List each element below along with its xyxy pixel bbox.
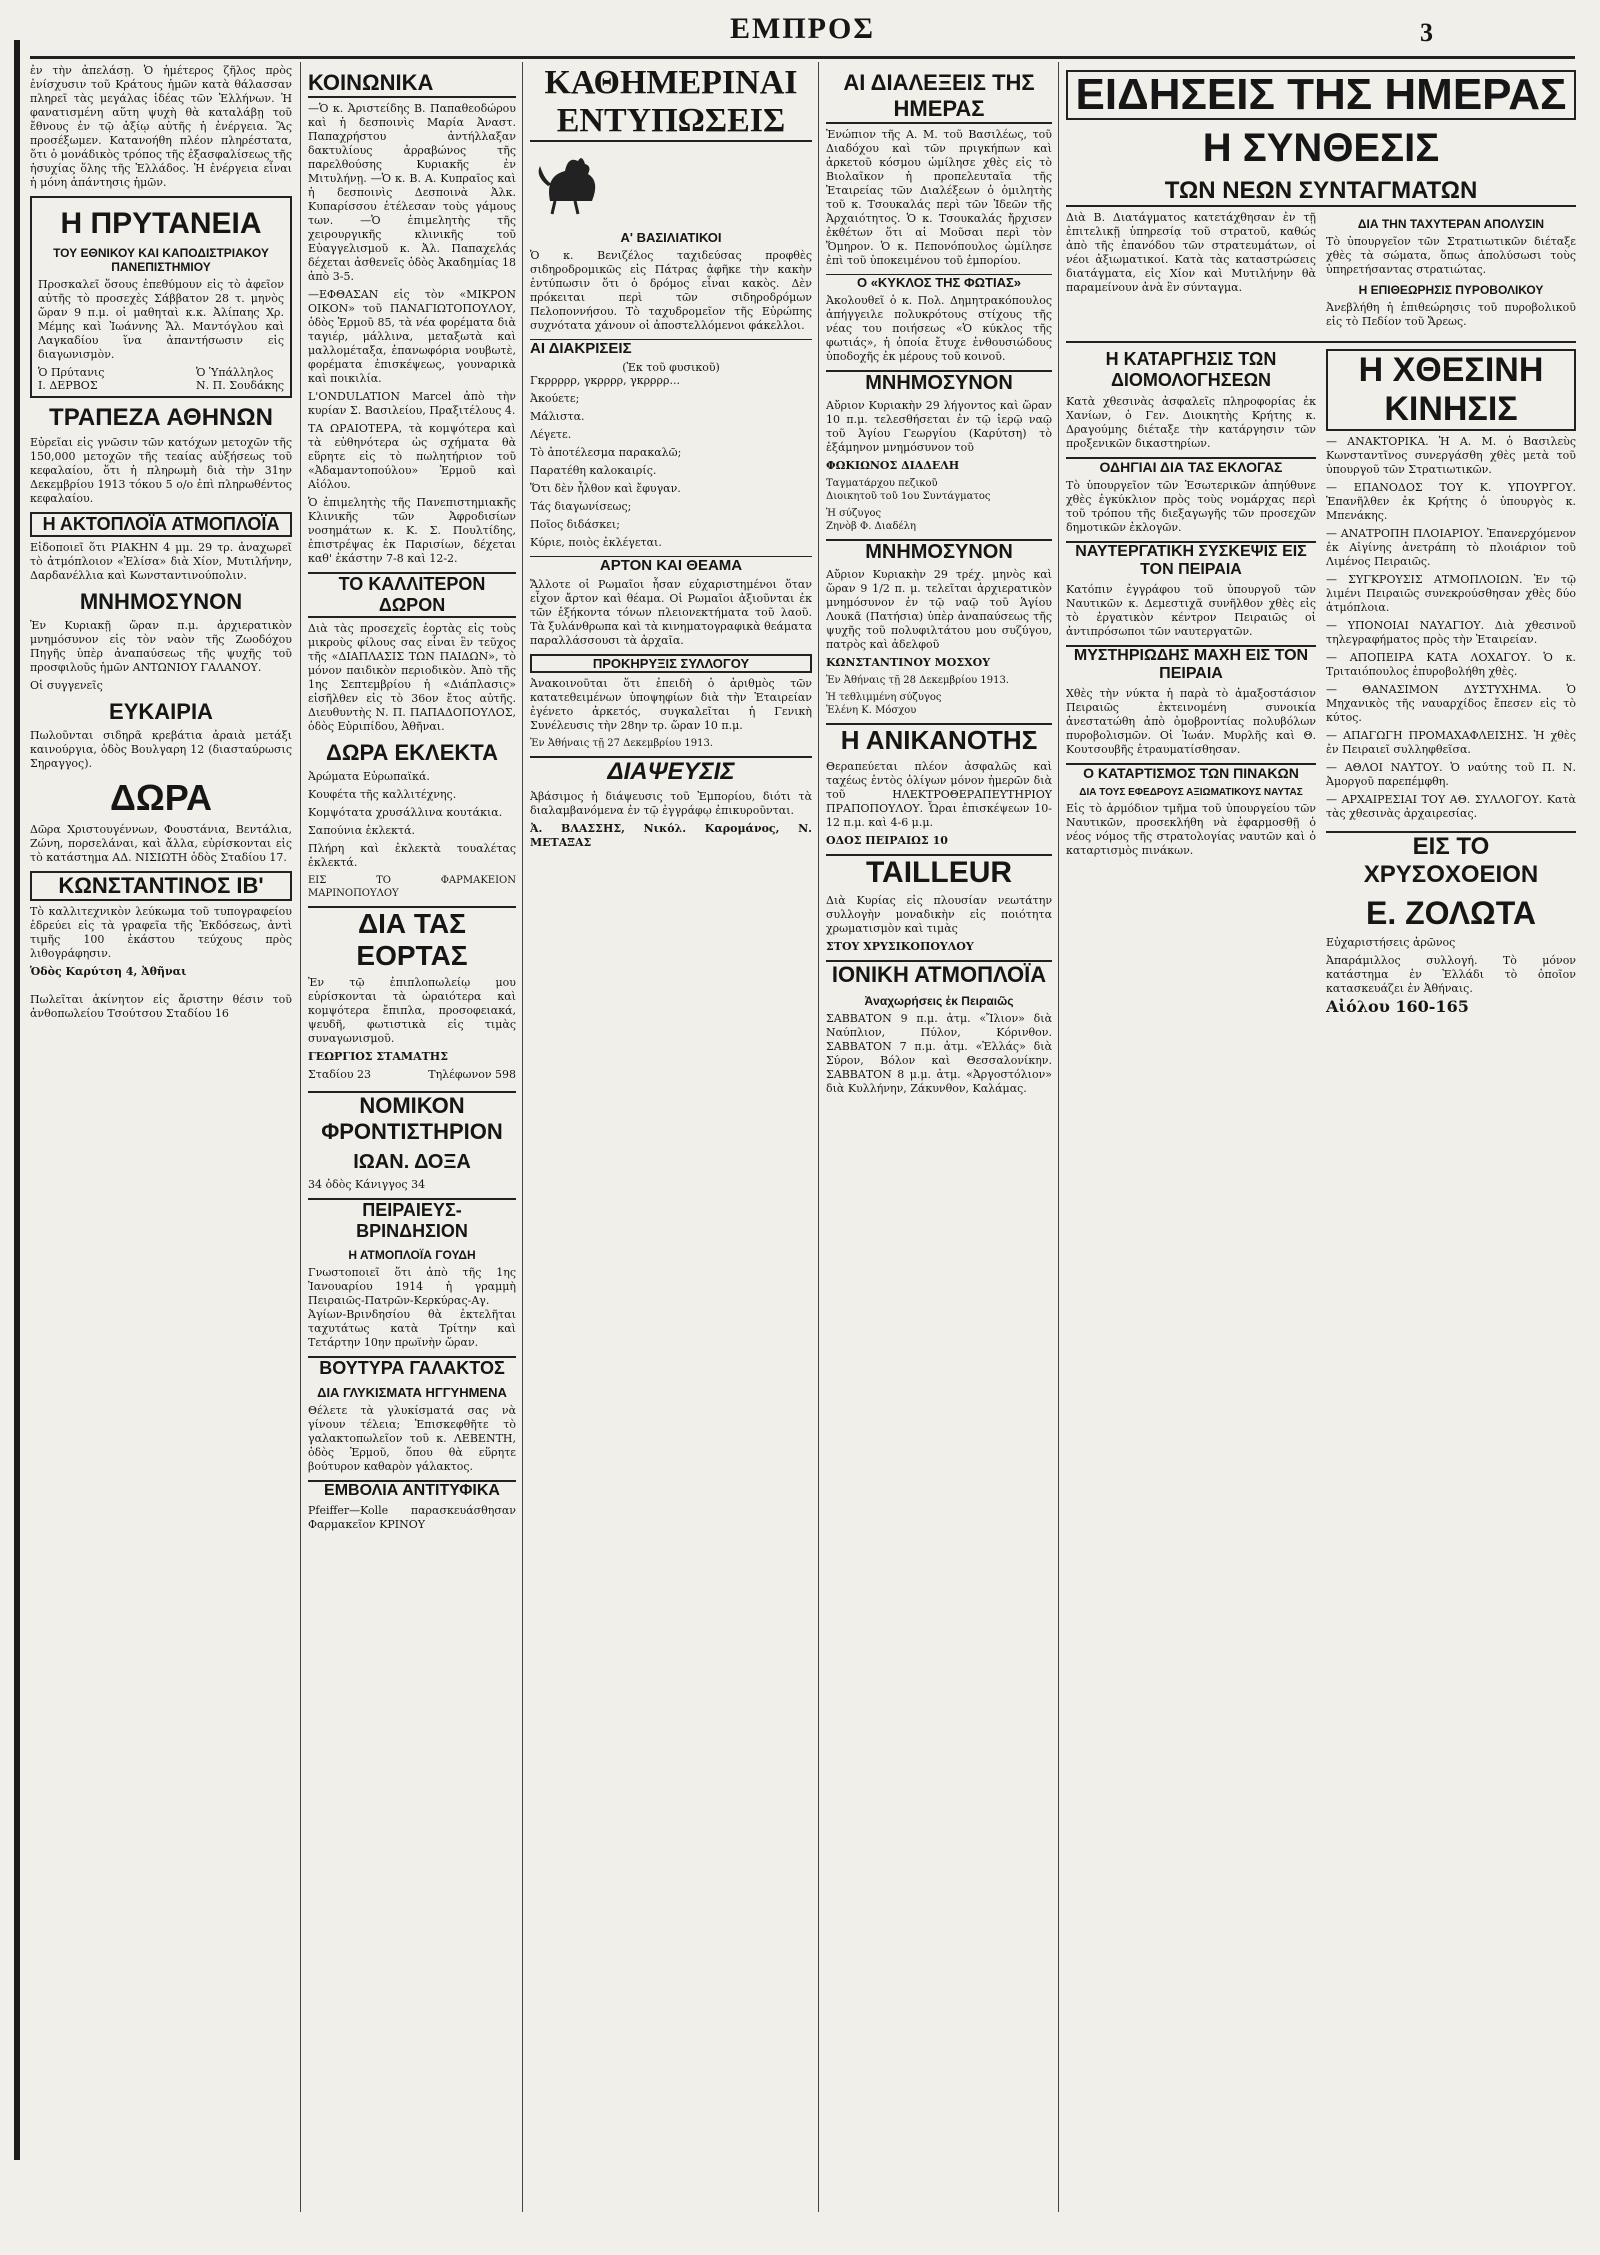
butter-subtitle: ΔΙΑ ΓΛΥΚΙΣΜΑΤΑ ΗΓΓΥΗΜΕΝΑ	[317, 1385, 507, 1400]
memorial-2-name: ΚΩΝΣΤΑΝΤΙΝΟΥ ΜΟΣΧΟΥ	[826, 656, 991, 669]
clinic-notice: Ὁ ἐπιμελητὴς τῆς Πανεπιστημιακῆς Κλινικῆς τῶν Ἀφροδισίων νοσημάτων κ. Κ. Σ. Πουλτίδης, ἐπιστρέψας ἐκ Παρισίων, δέχεται καθ' ἑκάστην 7-8 καὶ 12-2.	[308, 496, 516, 565]
yesterday-title: Η ΧΘΕΣΙΝΗ ΚΙΝΗΣΙΣ	[1326, 349, 1576, 431]
butter-title: ΒΟΥΤΥΡΑ ΓΑΛΑΚΤΟΣ	[308, 1356, 516, 1379]
konstantinos-body: Τὸ καλλιτεχνικὸν λεύκωμα τοῦ τυπογραφείου ἑδρεύει εἰς τὰ γραφεῖα τῆς Ἐκδόσεως, ἀντὶ τιμῆς 100 ἑκάστου τεύχους πρὸς λιθογράφησιν.	[30, 905, 292, 960]
column-2	[308, 64, 516, 2204]
artillery-body: Ἀνεβλήθη ἡ ἐπιθεώρησις τοῦ πυροβολικοῦ εἰς τὸ Πεδίον τοῦ Ἄρεως.	[1326, 301, 1576, 328]
naval-title: ΝΑΥΤΕΡΓΑΤΙΚΗ ΣΥΣΚΕΨΙΣ ΕΙΣ ΤΟΝ ΠΕΙΡΑΙΑ	[1066, 541, 1316, 579]
rector-signature: Ὁ Πρύτανις Ι. ΔΕΡΒΟΣ	[38, 366, 105, 392]
steamer-body: Εἰδοποιεῖ ὅτι ΡΙΑΚΗΝ 4 μμ. 29 τρ. ἀναχωρεῖ τὸ ἀτμόπλοιον «Ἐλίσα» διὰ Χίον, Μυτιλήνην, Δαρδανέλλια καὶ Κωνσταντινούπολιν.	[30, 541, 292, 582]
vaccine-title: ΕΜΒΟΛΙΑ ΑΝΤΙΤΥΦΙΚΑ	[308, 1480, 516, 1500]
ionian-subtitle: Ἀναχωρήσεις ἐκ Πειραιῶς	[864, 994, 1014, 1008]
distinctions-subtitle: (Ἐκ τοῦ φυσικοῦ)	[622, 361, 720, 374]
news-item: — ΘΑΝΑΣΙΜΟΝ ΔΥΣΤΥΧΗΜΑ. Ὁ Μηχανικὸς τῆς ναυαρχίδος ἔπεσεν εἰς τὸ κύτος.	[1326, 683, 1576, 724]
announcement-date: Ἐν Ἀθήναις τῇ 27 Δεκεμβρίου 1913.	[530, 738, 713, 749]
footer-notice: Πωλεῖται ἀκίνητον εἰς ἄριστην θέσιν τοῦ ἀνθοπωλείου Τσούτσου Σταδίου 16	[30, 993, 292, 1020]
tables-body: Εἰς τὸ ἁρμόδιον τμῆμα τοῦ ὑπουργείου τῶν Ναυτικῶν, προσεκλήθη νὰ ἐφαρμοσθῇ ὁ νέος νόμος τῆς στρατολογίας ναυτῶν καὶ ὁ καταρτισμὸς πινάκων.	[1066, 802, 1316, 857]
bread-and-spectacle-title: ΑΡΤΟΝ ΚΑΙ ΘΕΑΜΑ	[530, 556, 812, 574]
lectures-body: Ἐνώπιον τῆς Α. Μ. τοῦ Βασιλέως, τοῦ Διαδόχου καὶ τῶν πριγκήπων καὶ ἀρκετοῦ κόσμου ὡμίλησε χθὲς εἰς τὸ Βιολαῖκον ἡ προπελευταῖα τῆς Ἑταιρείας τῶν Διαλέξεων ὁ ὁμιλητὴς τοῦ κ. Τσουκαλάς περὶ τῶν Ἰδεῶν τῆς Ἀρχαιότητος. Ὁ κ. Τσουκαλάς ἤρχισεν ἐκθέτων ὅτι αἱ Μοῦσαι περὶ τὸν Ὅμηρον. Ὁ κ. Πεπονόπουλος ὡμίλησε ἐπὶ τοῦ ὑποκειμένου τοῦ ἐμπορίου.	[826, 128, 1052, 267]
synthesis-body: Διὰ Β. Διατάγματος κατετάχθησαν ἐν τῇ ἐπιτελικῇ ὑπηρεσίᾳ τοῦ στρατοῦ, καθώς ἀπὸ τῆς ἐπανόδου τῶν στρατευμάτων, οἱ νέοι ἀξιωματικοί. Κατὰ τὰς καταστρώσεις διατάγματα, εἰς Χίον καὶ Μυτιλήνην θὰ παραμείνουν ἀνὰ ἓν σύνταγμα.	[1066, 211, 1316, 294]
column-divider	[1058, 62, 1059, 2212]
law-name: ΙΩΑΝ. ΔΟΞΑ	[353, 1151, 471, 1173]
column-3	[530, 64, 812, 2204]
memorial-1-role: Ταγματάρχου πεζικοῦ Διοικητοῦ τοῦ 1ου Συντάγματος	[826, 478, 991, 502]
dialogue-line: Μάλιστα.	[530, 410, 585, 423]
synthesis-subtitle: ΤΩΝ ΝΕΩΝ ΣΥΝΤΑΓΜΑΤΩΝ	[1066, 177, 1576, 207]
news-item: — ΑΝΑΚΤΟΡΙΚΑ. Ἡ Α. Μ. ὁ Βασιλεὺς Κωνσταντῖνος συνεργάσθη χθὲς μετὰ τοῦ ὑπουργοῦ τῶν Στρατιωτικῶν.	[1326, 435, 1576, 476]
news-title: ΕΙΔΗΣΕΙΣ ΤΗΣ ΗΜΕΡΑΣ	[1066, 70, 1576, 120]
dialogue-line: Τάς διαγωνίσεως;	[530, 500, 632, 513]
holidays-telephone: Τηλέφωνον 598	[428, 1068, 516, 1081]
artillery-title: Η ΕΠΙΘΕΩΡΗΣΙΣ ΠΥΡΟΒΟΛΙΚΟΥ	[1358, 283, 1544, 297]
gifts-title: ΔΩΡΑ	[109, 777, 213, 818]
column-divider	[818, 62, 819, 2212]
binding-edge	[14, 40, 20, 2160]
steamer-title: Η ΑΚΤΟΠΛΟΪΑ ΑΤΜΟΠΛΟΪΑ	[30, 512, 292, 537]
jeweler-body: Ἀπαράμιλλος συλλογή. Τὸ μόνον κατάστημα ἐν Ἑλλάδι τὸ ὁποῖον κατασκευάζει ἐν Ἀθήναις.	[1326, 954, 1576, 995]
dialogue-list	[530, 374, 812, 550]
bank-title: ΤΡΑΠΕΖΑ ΑΘΗΝΩΝ	[49, 404, 273, 431]
memorial-2-signature: Ἡ τεθλιμμένη σύζυγος Ἐλένη Κ. Μόσχου	[826, 692, 942, 716]
select-gifts-list	[308, 770, 516, 870]
holidays-address: Σταδίου 23	[308, 1068, 372, 1081]
yesterday-list	[1326, 435, 1576, 821]
column-divider	[522, 62, 523, 2212]
best-gift-body: Διὰ τὰς προσεχεῖς ἑορτὰς εἰς τοὺς μικροὺς φίλους σας εἶναι ἓν τεῦχος τῆς «ΔΙΑΠΛΑΣΙΣ ΤΩΝ ΠΑΙΔΩΝ», τὸ μόνον παιδικὸν περιοδικὸν. Ἀπὸ τῆς 1ης Σεπτεμβρίου ἡ «Διάπλασις» εἰσῆλθεν εἰς τὸ 36ον ἔτος αὐτῆς. Διευθυντὴς Ν. Π. ΠΑΠΑΔΟΠΟΥΛΟΣ, ὁδὸς Εὐριπίδου, Ἀθῆναι.	[308, 622, 516, 733]
ionian-title: ΙΟΝΙΚΗ ΑΤΜΟΠΛΟΪΑ	[826, 960, 1052, 988]
article-title: Α' ΒΑΣΙΛΙΑΤΙΚΟΙ	[620, 230, 722, 245]
memorial-title: ΜΝΗΜΟΣΥΝΟΝ	[79, 589, 243, 614]
discharge-body: Τὸ ὑπουργεῖον τῶν Στρατιωτικῶν διέταξε χθὲς τὰ σώματα, ὅπως ἀπολύσωσι τοὺς ὑπηρετήσαντας στρατιώτας.	[1326, 235, 1576, 276]
law-address: 34 ὁδὸς Κάνιγγος 34	[308, 1178, 426, 1191]
holidays-body: Ἐν τῷ ἐπιπλοπωλείῳ μου εὑρίσκονται τὰ ὡραιότερα καὶ κομψότερα ἔπιπλα, προσοφειακά, ψευδῆ, φωτιστικὰ εἰς τιμὰς συναγωνισμοῦ.	[308, 976, 516, 1045]
dialogue-line: Λέγετε.	[530, 428, 572, 441]
ferry-title: ΠΕΙΡΑΙΕΥΣ-ΒΡΙΝΔΗΣΙΟΝ	[308, 1198, 516, 1242]
bank-body: Εὐρεῖαι εἰς γνῶσιν τῶν κατόχων μετοχῶν τῆς 150,000 μετοχῶν τῆς τεαίας αὐξήσεως τοῦ κεφαλαίου, ὅτι ἡ πληρωμὴ διὰ τὴν 31ην Δεκεμβρίου 1913 τόκου 5 ο/ο ἐπὶ πληρωθέντος κεφαλαίου.	[30, 436, 292, 505]
dialogue-line: Κύριε, ποιὸς ἐκλέγεται.	[530, 536, 662, 549]
jeweler-subtitle: Εὐχαριστήσεις ἀρῶνος	[1326, 936, 1456, 949]
jeweler-name: Ε. ΖΟΛΩΤΑ	[1366, 895, 1536, 931]
news-item: — ΑΠΟΠΕΙΡΑ ΚΑΤΑ ΛΟΧΑΓΟΥ. Ὁ κ. Τριταιόπουλος ἐπυροβολήθη χθὲς.	[1326, 651, 1576, 678]
ionian-body: ΣΑΒΒΑΤΟΝ 9 π.μ. ἀτμ. «Ἴλιον» διὰ Ναύπλιον, Πύλον, Κόρινθον. ΣΑΒΒΑΤΟΝ 7 π.μ. ἀτμ. «Ἑλλάς» διὰ Σύρον, Βόλον καὶ Θεσσαλονίκην. ΣΑΒΒΑΤΟΝ 8 μ.μ. ἀτμ. «Ἀργοστόλιον» διὰ Κυλλήνην, Ζάκυνθον, Καλάμας.	[826, 1012, 1052, 1095]
naval-body: Κατόπιν ἐγγράφου τοῦ ὑπουργοῦ τῶν Ναυτικῶν κ. Δεμεστιχᾶ συνῆλθον χθὲς εἰς τὸ ἐργατικὸν κέντρον Πειραιῶς οἱ ἀντιπρόσωποι τῶν ναυτεργατῶν.	[1066, 583, 1316, 638]
social-title: ΚΟΙΝΩΝΙΚΑ	[308, 70, 516, 98]
memorial-signature: Οἱ συγγενεῖς	[30, 679, 103, 692]
law-title: ΝΟΜΙΚΟΝ ΦΡΟΝΤΙΣΤΗΡΙΟΝ	[308, 1091, 516, 1145]
memorial-1-body: Αὔριον Κυριακὴν 29 λήγοντος καὶ ὥραν 10 π.μ. τελεσθήσεται ἐν τῷ ἱερῷ ναῷ τοῦ Ἁγίου Γεωργίου (Καρύτση) τὸ ἑξάμηνον μνημόσυνον τοῦ	[826, 399, 1052, 454]
ferry-body: Γνωστοποιεῖ ὅτι ἀπὸ τῆς 1ης Ἰανουαρίου 1914 ἡ γραμμὴ Πειραιῶς-Πατρῶν-Κερκύρας-Αγ. Ἀγίων-Βρινδησίου θὰ ἐκτελῆται ταχυτάτως κατὰ Τρίτην καὶ Τετάρτην 10ην πρωϊνὴν ὥραν.	[308, 1266, 516, 1349]
butter-body: Θέλετε τὰ γλυκίσματά σας νὰ γίνουν τέλεια; Ἐπισκεφθῆτε τὸ γαλακτοπωλεῖον τοῦ κ. ΛΕΒΕΝΤΗ, ὁδὸς Ἐρμοῦ, ὅπου θὰ εὕρητε βούτυρον καθαρὸν γάλακτος.	[308, 1404, 516, 1473]
select-gifts-title: ΔΩΡΑ ΕΚΛΕΚΤΑ	[326, 740, 498, 765]
mystery-battle-body: Χθὲς τὴν νύκτα ἡ παρὰ τὸ ἀμαξοστάσιον Πειραιῶς ἐκτεινομένη συνοικία ἀνεστατώθη ἀπὸ ὁμοβροντίας πολυβόλων πυροβολισμῶν. Οἱ Ἰωάν. Μυρλῆς καὶ Θ. Κουτσουβῆς ἐτραυματίσθησαν.	[1066, 687, 1316, 756]
incapacity-title: Η ΑΝΙΚΑΝΟΤΗΣ	[826, 723, 1052, 756]
vaccine-body: Pfeiffer—Kolle παρασκευάσθησαν Φαρμακεῖον ΚΡΙΝΟΥ	[308, 1504, 516, 1531]
top-rule	[30, 56, 1575, 59]
finest-notice: ΤΑ ΩΡΑΙΟΤΕΡΑ, τὰ κομψότερα καὶ τὰ εὐθηνότερα ὡς σχήματα θὰ εὕρητε εἰς τὸ πωλητήριον τοῦ «Ἀδαμαντοπούλου» Ἑρμοῦ καὶ Αἰόλου.	[308, 422, 516, 491]
clerk-signature: Ὁ Ὑπάλληλος Ν. Π. Σουδάκης	[196, 366, 284, 392]
fire-circle-title: Ο «ΚΥΚΛΟΣ ΤΗΣ ΦΩΤΙΑΣ»	[826, 274, 1052, 290]
synthesis-title: Η ΣΥΝΘΕΣΙΣ	[1202, 126, 1440, 170]
university-subtitle: ΤΟΥ ΕΘΝΙΚΟΥ ΚΑΙ ΚΑΠΟΔΙΣΤΡΙΑΚΟΥ ΠΑΝΕΠΙΣΤΗΜΙΟΥ	[53, 246, 269, 274]
masthead	[0, 0, 1600, 60]
opportunity-body: Πωλοῦνται σιδηρᾶ κρεβάτια ἀραιὰ μετάξι καινούργια, ὁδὸς Βουλγαρη 12 (διασταύρωσις Σηραγγος).	[30, 729, 292, 770]
news-item: — ΑΡΧΑΙΡΕΣΙΑΙ ΤΟΥ ΑΘ. ΣΥΛΛΟΓΟΥ. Κατὰ τὰς χθεσινὰς ἀρχαιρεσίας.	[1326, 793, 1576, 820]
holidays-title: ΔΙΑ ΤΑΣ ΕΟΡΤΑΣ	[308, 906, 516, 972]
social-body: —Ὁ κ. Ἀριστείδης Β. Παπαθεοδώρου καὶ ἡ δεσποινὶς Μαρία Ἀναστ. Παπαχρήστου ἀντήλλαξαν δακτυλίους ἀρραβώνος τῆς παρελθούσης Κυριακῆς ἐν Μιτυλήνῃ. —Ὁ κ. Β. Α. Κυπραῖος καὶ ἡ δεσποινὶς Δεσποινὰ Ἀλκ. Κυπαρίσσου ἐτέλεσαν τοὺς γάμους των. —Ὁ ἐπιμελητὴς τῆς χειρουργικῆς κλινικῆς τοῦ Εὐαγγελισμοῦ κ. Ἀλ. Παπαχελάς δέχεται ἀσθενεῖς ὁδὸς Ἀκαδημίας 18 ἀπὸ 3-5.	[308, 102, 516, 283]
news-item: — ΕΠΑΝΟΔΟΣ ΤΟΥ Κ. ΥΠΟΥΡΓΟΥ. Ἐπανῆλθεν ἐκ Κρήτης ὁ ὑπουργὸς κ. Μπενάκης.	[1326, 481, 1576, 522]
daily-impressions-title: ΚΑΘΗΜΕΡΙΝΑΙ ΕΝΤΥΠΩΣΕΙΣ	[530, 64, 812, 142]
tailleur-body: Διὰ Κυρίας εἰς πλουσίαν νεωτάτην συλλογὴν μοναδικὴν εἰς ποιότητα χρωματισμὸν καὶ τιμὰς	[826, 894, 1052, 935]
tables-subtitle: ΔΙΑ ΤΟΥΣ ΕΦΕΔΡΟΥΣ ΑΞΙΩΜΑΤΙΚΟΥΣ ΝΑΥΤΑΣ	[1079, 787, 1303, 798]
news-item: — ΑΘΛΟΙ ΝΑΥΤΟΥ. Ὁ ναύτης τοῦ Π. Ν. Ἀμοργοῦ παρεπέμφθη.	[1326, 761, 1576, 788]
rooster-icon	[530, 146, 610, 216]
best-gift-title: ΤΟ ΚΑΛΛΙΤΕΡΟΝ ΔΩΡΟΝ	[308, 572, 516, 618]
gift-item: Κομψότατα χρυσάλλινα κουτάκια.	[308, 806, 503, 819]
news-item: — ΣΥΓΚΡΟΥΣΙΣ ΑΤΜΟΠΛΟΙΩΝ. Ἐν τῷ λιμένι Πειραιῶς συνεκρούσθησαν χθὲς δύο ἀτμόπλοια.	[1326, 573, 1576, 614]
news-item: — ΑΝΑΤΡΟΠΗ ΠΛΟΙΑΡΙΟΥ. Ἐπανερχόμενον ἐκ Αἰγίνης ἀνετράπη τὸ πλοιάριον τοῦ Λιμένος Πειραιῶς.	[1326, 527, 1576, 568]
bread-and-spectacle-body: Ἄλλοτε οἱ Ρωμαῖοι ἦσαν εὐχαριστημένοι ὅταν εἶχον ἄρτον καὶ θέαμα. Οἱ Ρωμαῖοι ἀξιοῦνται ἐκ τῶν ἑξήκοντα τόνων πλειονεκτήματα τοῦ λαοῦ. Τὰ ξυλάνθρωπα καὶ τὰ κινηματογραφικὰ θεάματα παραλλάσσουσι τὰ ἀρχαῖα.	[530, 578, 812, 647]
column-1	[30, 64, 292, 2204]
incapacity-address: ΟΔΟΣ ΠΕΙΡΑΙΩΣ 10	[826, 834, 948, 847]
memorial-2-body: Αὔριον Κυριακὴν 29 τρέχ. μηνὸς καὶ ὥραν 9 1/2 π. μ. τελεῖται ἀρχιερατικὸν μνημόσυνον ἐν τῷ ναῷ τοῦ Ἁγίου Λουκᾶ (Πατήσια) ὑπὲρ ἀναπαύσεως τῆς ψυχῆς τοῦ πολυφιλτάτου μου συζύγου, πατρὸς καὶ ἀδελφοῦ	[826, 568, 1052, 651]
jeweler-title: ΕΙΣ ΤΟ ΧΡΥΣΟΧΟΕΙΟΝ	[1326, 831, 1576, 889]
tables-title: Ο ΚΑΤΑΡΤΙΣΜΟΣ ΤΩΝ ΠΙΝΑΚΩΝ	[1066, 763, 1316, 781]
announcement-body: Ἀνακοινοῦται ὅτι ἐπειδὴ ὁ ἀριθμὸς τῶν κατατεθειμένων ὑποψηφίων διὰ τὴν Ἑταιρείαν ἐγένετο ἀρκετός, συγκαλεῖται ἡ Γενικὴ Συνέλευσις τὴν 28ην τρ. ὥραν 10 π.μ.	[530, 677, 812, 732]
distinctions-title: ΑΙ ΔΙΑΚΡΙΣΕΙΣ	[530, 339, 812, 357]
memorial-body: Ἐν Κυριακῇ ὥραν π.μ. ἀρχιερατικὸν μνημόσυνον εἰς τὸν ναὸν τῆς Ζωοδόχου Πηγῆς ὑπὲρ ἀναπαύσεως τῆς ψυχῆς τοῦ προσφιλοῦς ἡμῶν ΑΝΤΩΝΙΟΥ ΓΑΛΑΝΟΥ.	[30, 619, 292, 674]
dialogue-line: Ποῖος διδάσκει;	[530, 518, 620, 531]
mystery-battle-title: ΜΥΣΤΗΡΙΩΔΗΣ ΜΑΧΗ ΕΙΣ ΤΟΝ ΠΕΙΡΑΙΑ	[1066, 645, 1316, 683]
memorial-1-name: ΦΩΚΙΩΝΟΣ ΔΙΑΔΕΛΗ	[826, 459, 960, 472]
denial-body: Ἀβάσιμος ἡ διάψευσις τοῦ Ἐμπορίου, διότι τὰ διαλαμβανόμενα ἐν τῷ ἐγγράφῳ ἐπικυροῦνται.	[530, 790, 812, 817]
memorial-1-signature: Ἡ σύζυγος Ζηνὸβ Φ. Διαδέλη	[826, 508, 916, 532]
fashion-notice: —ΕΦΘΑΣΑΝ εἰς τὸν «ΜΙΚΡΟΝ ΟΙΚΟΝ» τοῦ ΠΑΝΑΓΙΩΤΟΠΟΥΛΟΥ, ὁδὸς Ἑρμοῦ 85, τὰ νέα φορέματα διὰ ταγιέρ, μάλλινα, μεταξωτὰ καὶ μαλλομέταξα, ἐπανωφόρια νουβωτὲ, φορέματα ἐπισκέψεως, γουναρικὰ καὶ ποικιλία.	[308, 288, 516, 385]
dialogue-line: Παρατέθη καλοκαιρίς.	[530, 464, 657, 477]
gift-item: Πλήρη καὶ ἐκλεκτὰ τουαλέτας ἐκλεκτά.	[308, 842, 516, 869]
dialogue-line: Γκρρρρρ, γκρρρρ, γκρρρρ...	[530, 374, 680, 387]
university-body: Προσκαλεῖ ὅσους ἐπεθύμουν εἰς τὸ ἀφεῖον αὐτῆς τὸ προσεχὲς Σάββατον 28 τ. μηνὸς ὥραν 9 π.μ. οἱ μαθηταὶ κ.κ. Ἀλίπαης Χρ. Μέμης καὶ Ἰωάννης Ἄλ. Μαντόγλου καὶ Λαγκαδίου ἵνα ἀπαντήσωσιν εἰς διαγωνισμὸν.	[38, 278, 284, 361]
holidays-shop: ΓΕΩΡΓΙΟΣ ΣΤΑΜΑΤΗΣ	[308, 1050, 448, 1063]
ondulation-notice: L'ONDULATION Marcel ἀπὸ τὴν κυρίαν Σ. Βασιλείου, Πραξιτέλους 4.	[308, 390, 516, 417]
denial-signatures: Ἀ. ΒΛΑΣΣΗΣ, Νικόλ. Καρομάνος, Ν. ΜΕΤΑΞΑΣ	[530, 822, 812, 849]
announcement-title: ΠΡΟΚΗΡΥΞΙΣ ΣΥΛΛΟΓΟΥ	[530, 654, 812, 673]
column-divider	[300, 62, 301, 2212]
lectures-title: ΑΙ ΔΙΑΛΕΞΕΙΣ ΤΗΣ ΗΜΕΡΑΣ	[826, 70, 1052, 124]
gift-item: Ἀρώματα Εὐρωπαϊκά.	[308, 770, 430, 783]
discharge-title: ΔΙΑ ΤΗΝ ΤΑΧΥΤΕΡΑΝ ΑΠΟΛΥΣΙΝ	[1357, 217, 1545, 231]
dialogue-line: Τὸ ἀποτέλεσμα παρακαλῶ;	[530, 446, 682, 459]
tailleur-title: TAILLEUR	[826, 854, 1052, 890]
konstantinos-address: Ὁδὸς Καρύτση 4, Ἀθῆναι	[30, 965, 187, 978]
gifts-body: Δῶρα Χριστουγέννων, Φουστάνια, Βεντάλια, Ζώνη, πορσελάναι, καὶ ἄλλα, εὑρίσκονται εἰς τὸ κατάστημα ΑΔ. ΝΙΣΙΩΤΗ ὁδὸς Σταδίου 17.	[30, 823, 292, 864]
newspaper-title: ΕΜΠΡΟΣ	[730, 12, 875, 45]
memorial-2-title: ΜΝΗΜΟΣΥΝΟΝ	[826, 539, 1052, 564]
gift-item: Κουφέτα τῆς καλλιτέχνης.	[308, 788, 457, 801]
gift-item: Σαπούνια ἐκλεκτά.	[308, 824, 416, 837]
column-5	[1066, 64, 1576, 2204]
column-4	[826, 64, 1052, 2204]
fire-circle-body: Ἀκολουθεῖ ὁ κ. Πολ. Δημητρακόπουλος ἀπήγγειλε πολυκρότους στίχους τῆς νέας του ποιήσεως «Ὁ κύκλος τῆς φωτιάς», ἡ ὁποία ἔτυχε ἐνθουσιώδους ὑποδοχῆς ἐκ μέρους τοῦ κοινοῦ.	[826, 294, 1052, 363]
lead-paragraph: ἐν τὴν ἀπελάσῃ. Ὁ ἡμέτερος ζῆλος πρὸς ἐνίσχυσιν τοῦ Κράτους ἡμῶν κατὰ θάλασσαν πληρεῖ τὰς μεγάλας ἰδέας τῶν Ἑλλήνων. Ἡ φανατισμένη αὕτη ψυχὴ θὰ καταλάβῃ τοῦ ἔθνους ἐν τῷ ἀξίῳ αὐτῆς ἡ ἐνέργεια. Ἂς προσέξωμεν. Κατανοήθη πλέον πληρέστατα, ὅτι ὁ μονάδικὸς τρόπος τῆς ἐξασφαλίσεως τῆς ἡσυχίας ὅλης τῆς Ἑλλάδος. Ἡ ἐνέργεια εἶναι ἡ μόνη ἀπάντησις ἡμῶν.	[30, 64, 292, 189]
konstantinos-title: ΚΩΝΣΤΑΝΤΙΝΟΣ ΙΒ'	[30, 871, 292, 901]
abolition-title: Η ΚΑΤΑΡΓΗΣΙΣ ΤΩΝ ΔΙΟΜΟΛΟΓΗΣΕΩΝ	[1105, 349, 1277, 390]
news-item: — ΑΠΑΓΩΓΗ ΠΡΟΜΑΧΑΦΛΕΙΣΗΣ. Ἡ χθὲς ἐν Πειραιεῖ συλληφθεῖσα.	[1326, 729, 1576, 756]
memorial-1-title: ΜΝΗΜΟΣΥΝΟΝ	[826, 370, 1052, 395]
incapacity-body: Θεραπεύεται πλέον ἀσφαλῶς καὶ ταχέως ἐντὸς ὀλίγων μόνον ἡμερῶν διὰ τοῦ ΗΛΕΚΤΡΟΘΕΡΑΠΕΥΤΗΡΙΟΥ ΠΡΑΠΟΠΟΥΛΟΥ. Ὧραι ἐπισκέψεων 10-12 π.μ. καὶ 4-6 μ.μ.	[826, 760, 1052, 829]
denial-title: ΔΙΑΨΕΥΣΙΣ	[530, 756, 812, 786]
dialogue-line: Ἀκούετε;	[530, 392, 580, 405]
memorial-2-date: Ἐν Ἀθήναις τῇ 28 Δεκεμβρίου 1913.	[826, 675, 1009, 686]
university-title: Η ΠΡΥΤΑΝΕΙΑ	[60, 207, 262, 240]
article-body: Ὁ κ. Βενιζέλος ταχιδεύσας προφθὲς σιδηροδρομικῶς εἰς Πάτρας ἀφῆκε τὴν κακὴν ἐντύπωσιν ὅτι ὁ δρόμος εἶναι κακὸς. Δὲν πρόκειται περὶ τῶν σιδηροδρόμων Πελοποννήσου. Τὸ ταχυδρομεῖον τῆς Εὐρώπης συχνότατα χάνουν οἱ ἀποστελλόμενοι φάκελλοι.	[530, 249, 812, 332]
elections-title: ΟΔΗΓΙΑΙ ΔΙΑ ΤΑΣ ΕΚΛΟΓΑΣ	[1066, 457, 1316, 475]
tailleur-shop: ΣΤΟΥ ΧΡΥΣΙΚΟΠΟΥΛΟΥ	[826, 940, 974, 953]
select-gifts-shop: ΕΙΣ ΤΟ ΦΑΡΜΑΚΕΙΟΝ ΜΑΡΙΝΟΠΟΥΛΟΥ	[308, 875, 516, 899]
ferry-subtitle: Η ΑΤΜΟΠΛΟΪΑ ΓΟΥΔΗ	[348, 1248, 476, 1262]
news-item: — ΥΠΟΝΟΙΑΙ ΝΑΥΑΓΙΟΥ. Διὰ χθεσινοῦ τηλεγραφήματος πρὸς τὴν Ἐταιρείαν.	[1326, 619, 1576, 646]
opportunity-title: ΕΥΚΑΙΡΙΑ	[109, 699, 213, 724]
dialogue-line: Ὅτι δὲν ἦλθον καὶ ἔφυγαν.	[530, 482, 681, 495]
elections-body: Τὸ ὑπουργεῖον τῶν Ἐσωτερικῶν ἀπηύθυνε χθὲς ἐγκύκλιον πρὸς τοὺς νομάρχας περὶ τοῦ τρόπου τῆς διεξαγωγῆς τῶν προσεχῶν δημοτικῶν ἐκλογῶν.	[1066, 479, 1316, 534]
university-notice	[30, 196, 292, 398]
page-number: 3	[1420, 18, 1433, 47]
jeweler-address: Αἰόλου 160-165	[1326, 997, 1469, 1016]
abolition-body: Κατὰ χθεσινὰς ἀσφαλεῖς πληροφορίας ἐκ Χανίων, ὁ Γεν. Διοικητὴς Κρήτης κ. Δραγούμης διέταξε τὴν κατάργησιν τῶν προξενικῶν δικαστηρίων.	[1066, 395, 1316, 450]
